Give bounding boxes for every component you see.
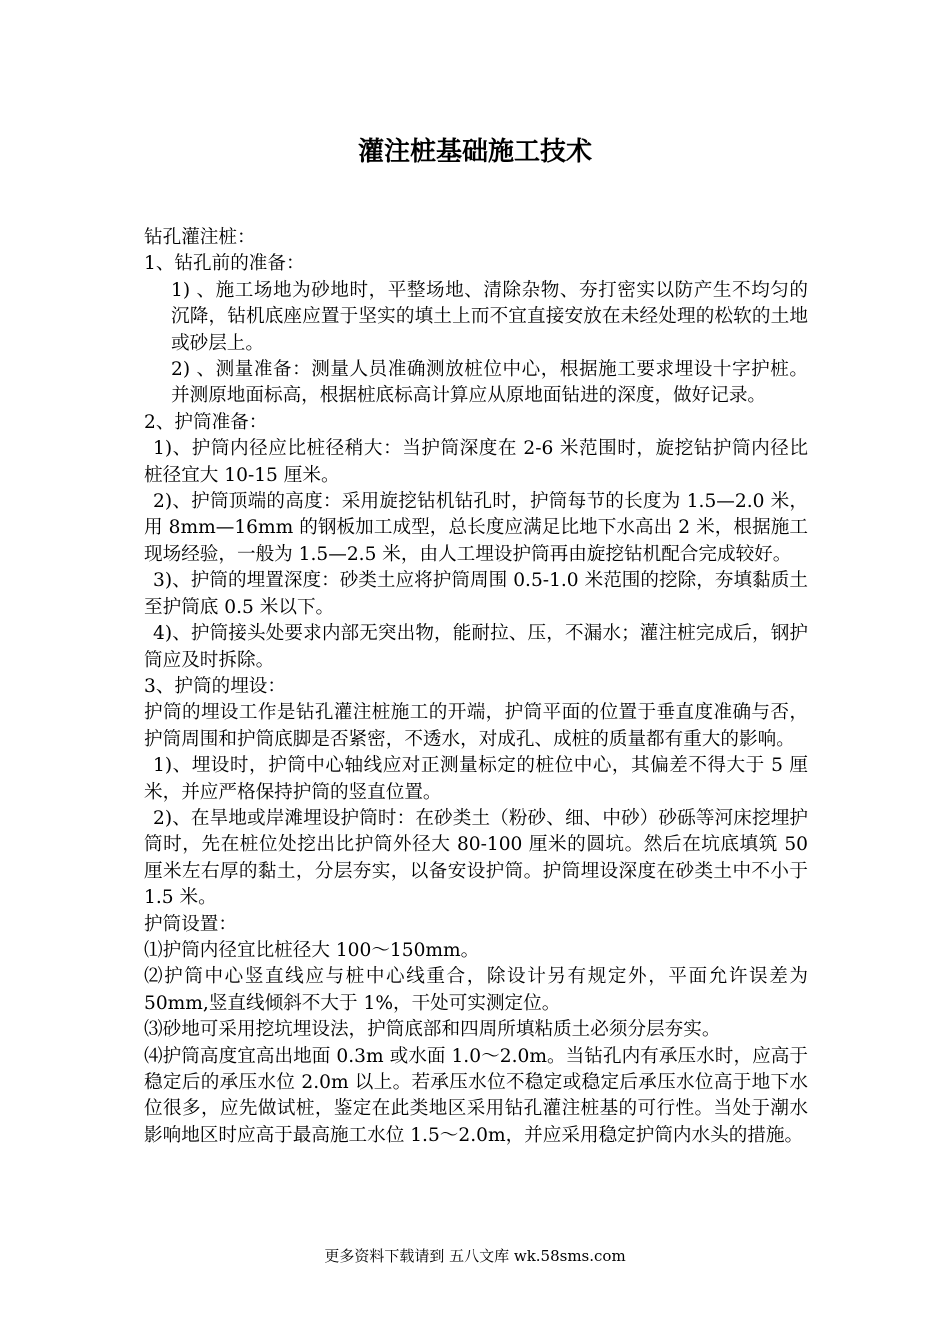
list-item: 1)、护筒内径应比桩径稍大：当护筒深度在 2-6 米范围时，旋挖钻护筒内径比桩径宜大 10-15 厘米。 [144,438,808,486]
paragraph: 钻孔灌注桩： [144,227,256,248]
document-title: 灌注桩基础施工技术 [357,137,592,167]
list-item: ⑴护筒内径宜比桩径大 100～150mm。 [144,939,480,961]
list-item: ⑵护筒中心竖直线应与桩中心线重合，除设计另有规定外，平面允许误差为 50mm,竖直线倾斜不大于 1%，干处可实测定位。 [144,966,808,1014]
list-item: 1) 、施工场地为砂地时，平整场地、清除杂物、夯打密实以防产生不均匀的沉降，钻机底座应置于坚实的填土上而不宜直接安放在未经处理的松软的土地或砂层上。 [171,279,808,354]
list-item: 1)、埋设时，护筒中心轴线应对正测量标定的桩位中心，其偏差不得大于 5 厘米，并应严格保持护筒的竖直位置。 [144,755,808,803]
section-heading: 1、钻孔前的准备： [144,253,305,275]
list-item: ⑶砂地可采用挖坑埋设法，护筒底部和四周所填粘质土必须分层夯实。 [144,1019,721,1041]
list-item: ⑷护筒高度宜高出地面 0.3m 或水面 1.0～2.0m。当钻孔内有承压水时，应高于稳定后的承压水位 2.0m 以上。若承压水位不稳定或稳定后承压水位高于地下水位很多，应先做试桩，鉴定在此类地区采用钻孔灌注桩基的可行性。当处于潮水影响地区时应高于最高施工水位 1.5～2.0m，并应采用稳定护筒内水头的措施。 [144,1045,808,1146]
section-heading: 2、护筒准备： [144,411,268,433]
paragraph: 护筒的埋设工作是钻孔灌注桩施工的开端，护筒平面的位置于垂直度准确与否，护筒周围和护筒底脚是否紧密，不透水，对成孔、成桩的质量都有重大的影响。 [144,702,808,750]
list-item: 2)、在旱地或岸滩埋设护筒时：在砂类土（粉砂、细、中砂）砂砾等河床挖埋护筒时，先在桩位处挖出比护筒外径大 80-100 厘米的圆坑。然后在坑底填筑 50 厘米左右厚的黏土，分层夯实，以备安设护筒。护筒埋设深度在砂类土中不小于 1.5 米。 [144,807,808,909]
section-heading: 护筒设置： [144,913,237,935]
list-item: 2)、护筒顶端的高度：采用旋挖钻机钻孔时，护筒每节的长度为 1.5—2.0 米，用 8mm—16mm 的钢板加工成型，总长度应满足比地下水高出 2 米，根据施工现场经验，一般为 1.5—2.5 米，由人工埋设护筒再由旋挖钻机配合完成较好。 [144,491,808,565]
document-body [144,225,808,1149]
section-heading: 3、护筒的埋设： [144,675,286,697]
list-item: 3)、护筒的埋置深度：砂类土应将护筒周围 0.5-1.0 米范围的挖除，夯填黏质土至护筒底 0.5 米以下。 [144,570,808,618]
list-item: 4)、护筒接头处要求内部无突出物，能耐拉、压，不漏水；灌注桩完成后，钢护筒应及时拆除。 [144,623,808,671]
list-item: 2) 、测量准备：测量人员准确测放桩位中心，根据施工要求埋设十字护桩。并测原地面标高，根据桩底标高计算应从原地面钻进的深度，做好记录。 [171,359,808,407]
page-footer: 更多资料下载请到 五八文库 wk.58sms.com [324,1247,626,1265]
